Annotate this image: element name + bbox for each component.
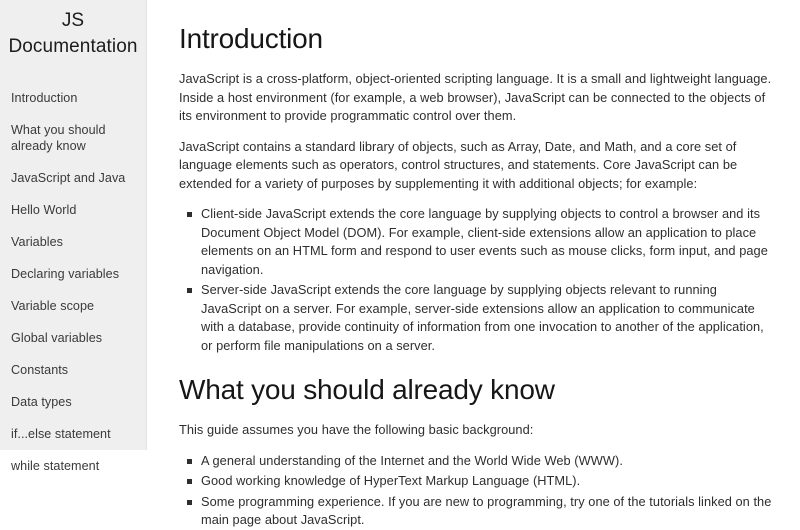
sidebar-item-link[interactable]: Introduction: [11, 91, 78, 105]
sidebar-item: [0, 290, 146, 322]
sidebar-item-link[interactable]: Declaring variables: [11, 267, 120, 281]
sidebar-item-link[interactable]: Data types: [11, 395, 72, 409]
bullet-list: [179, 205, 774, 355]
sidebar-item: [0, 194, 146, 226]
sidebar-item: [0, 354, 146, 386]
list-item-text: Server-side JavaScript extends the core language by supplying objects relevant to running JavaScript on a server. For example, server-side extensions allow an application to communicate with a database, provide continuity of information from one invocation to another of the application, or perform file manipulations on a server.: [201, 282, 764, 353]
bullet-list: [179, 452, 774, 530]
doc-section: [179, 22, 774, 355]
main-document: [147, 0, 800, 527]
sidebar-item-link[interactable]: Hello World: [11, 203, 77, 217]
sidebar-item-link[interactable]: if...else statement: [11, 427, 111, 441]
square-bullet-icon: [187, 288, 192, 293]
section-heading: Introduction: [179, 23, 323, 54]
sidebar-item: [0, 450, 146, 482]
paragraph: JavaScript contains a standard library of objects, such as Array, Date, and Math, and a core set of language elements such as operators, control structures, and statements. Core JavaScript can be extended for a variety of purposes by supplementing it with additional objects; for example:: [179, 138, 738, 191]
sidebar-item: [0, 82, 146, 114]
sidebar-item: [0, 226, 146, 258]
sidebar-title-line-1: JS: [61, 10, 85, 31]
square-bullet-icon: [187, 479, 192, 484]
list-item: [201, 205, 774, 279]
list-item-text: Some programming experience. If you are new to programming, try one of the tutorials linked on the main page about JavaScript.: [201, 493, 772, 527]
list-item-text: Good working knowledge of HyperText Markup Language (HTML).: [201, 473, 581, 488]
square-bullet-icon: [187, 500, 192, 505]
square-bullet-icon: [187, 459, 192, 464]
sidebar-item-link[interactable]: Global variables: [11, 331, 103, 345]
sidebar-navigation: [0, 0, 147, 473]
sidebar-item: [0, 258, 146, 290]
square-bullet-icon: [187, 212, 192, 217]
section-heading: What you should already know: [179, 374, 555, 405]
sidebar-item: [0, 114, 146, 162]
sidebar-item: [0, 162, 146, 194]
sidebar-link-list: [0, 82, 146, 482]
sidebar-item-link[interactable]: Constants: [11, 363, 69, 377]
paragraph: JavaScript is a cross-platform, object-oriented scripting language. It is a small and lightweight language. Inside a host environment (for example, a web browser), JavaScript can be connected to the objects of its environment to provide programmatic control over them.: [179, 71, 772, 123]
paragraph: This guide assumes you have the following basic background:: [179, 422, 534, 437]
list-item-text: A general understanding of the Internet and the World Wide Web (WWW).: [201, 452, 623, 468]
sidebar-item-link[interactable]: Variables: [11, 235, 64, 249]
doc-section: [179, 373, 774, 530]
list-item: [201, 452, 774, 471]
list-item: [201, 281, 774, 355]
sidebar-item: [0, 418, 146, 450]
list-item-text: Client-side JavaScript extends the core language by supplying objects to control a browser and its Document Object Model (DOM). For example, client-side extensions allow an application to place elements on an HTML form and respond to user events such as mouse clicks, form input, and page navigation.: [201, 206, 768, 277]
sidebar-item: [0, 386, 146, 418]
sidebar-item: [0, 322, 146, 354]
list-item: [201, 472, 774, 491]
sidebar-item-link[interactable]: Variable scope: [11, 299, 95, 313]
sidebar-item-link[interactable]: JavaScript and Java: [11, 171, 126, 185]
list-item: [201, 493, 774, 530]
sidebar-item-link[interactable]: What you should already know: [11, 123, 106, 153]
sidebar-item-link[interactable]: while statement: [11, 459, 100, 473]
sidebar-title: [0, 0, 146, 60]
sidebar-title-line-2: Documentation: [8, 36, 138, 57]
